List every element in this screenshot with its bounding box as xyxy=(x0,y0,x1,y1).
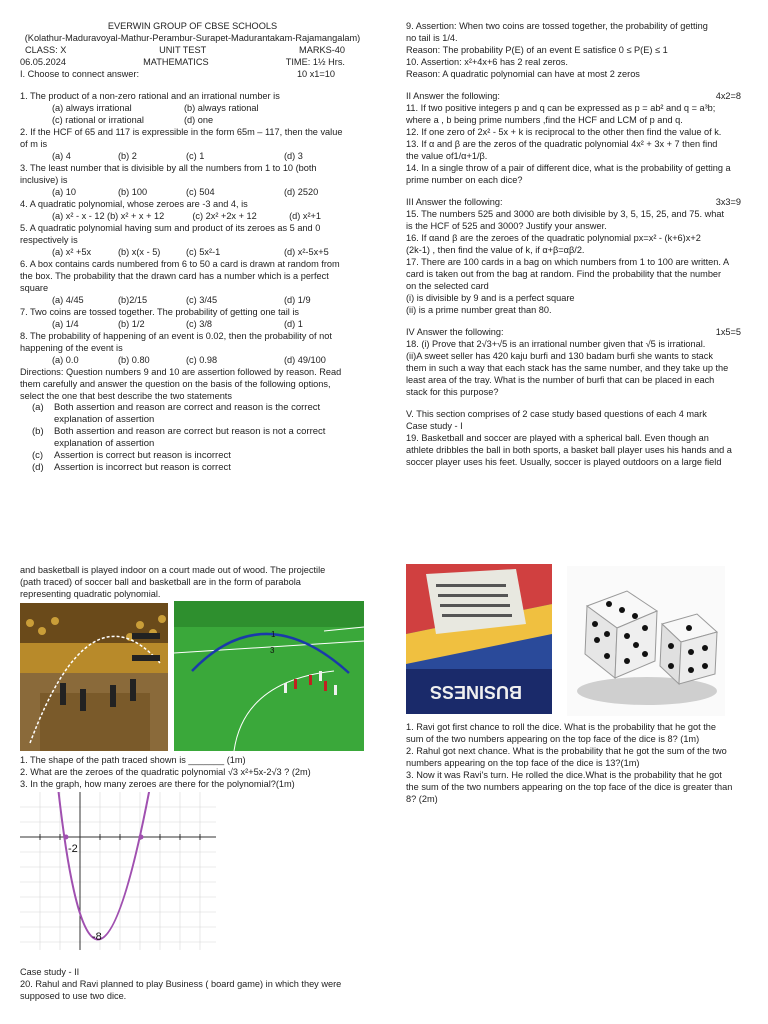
option: (c) rational or irrational xyxy=(52,115,144,125)
section-4-marks: 1x5=5 xyxy=(715,327,741,337)
option: (a) 4/45 xyxy=(52,295,84,305)
basketball-court-photo xyxy=(20,603,168,751)
option: (a) 4 xyxy=(52,151,71,161)
ar-option-text: Assertion is incorrect but reason is correct xyxy=(54,462,231,473)
s5-line: V. This section comprises of 2 case study based questions of each 4 mark xyxy=(406,409,707,419)
school-name: EVERWIN GROUP OF CBSE SCHOOLS xyxy=(107,21,278,31)
mcq-list xyxy=(20,90,365,366)
cs1-q-line: 1. The shape of the path traced shown is _______ (1m) xyxy=(20,755,246,765)
question-5 xyxy=(20,222,365,258)
case-study-2-questions xyxy=(406,721,751,805)
option: (c) 3/45 xyxy=(186,295,218,305)
question-7 xyxy=(20,306,365,330)
ar-option-d xyxy=(20,462,365,474)
s4-line: least area of the tray. What is the number of burfi that can be placed in each xyxy=(406,375,715,385)
question-text: respectively is xyxy=(20,235,78,245)
page-2 xyxy=(406,20,751,468)
s2-line: 13. If α and β are the zeros of the quadratic polynomial 4x² + 3x + 7 then find xyxy=(406,139,718,149)
case-study-1-questions-wrap xyxy=(20,754,370,790)
board-game-title: BUSINESS xyxy=(429,682,522,702)
option: (c) 504 xyxy=(186,187,215,197)
s3-line: (2k-1) , then find the value of k, if α+β=αβ/2. xyxy=(406,245,585,255)
cs2-q-line: 3. Now it was Ravi's turn. He rolled the dice.What is the probability that he got xyxy=(406,770,722,780)
q9-line: 9. Assertion: When two coins are tossed together, the probability of getting xyxy=(406,21,708,31)
option: (b) 0.80 xyxy=(118,355,150,365)
option: (a) always irrational xyxy=(52,103,132,113)
case-study-1-questions xyxy=(20,754,370,790)
option: (a) 1/4 xyxy=(52,319,79,329)
cs2-q-line: 8? (2m) xyxy=(406,794,438,804)
option: (c) 1 xyxy=(186,151,205,161)
question-1 xyxy=(20,90,365,126)
question-text: 4. A quadratic polynomial, whose zeroes are -3 and 4, is xyxy=(20,199,248,209)
option: (b) x(x - 5) xyxy=(118,247,161,257)
question-10 xyxy=(406,56,751,80)
s4-line: stack for this purpose? xyxy=(406,387,499,397)
soccer-field-photo xyxy=(174,601,364,751)
dice-photo xyxy=(567,566,725,716)
page-4 xyxy=(406,721,751,805)
time-label: TIME: 1½ Hrs. xyxy=(285,57,345,67)
ar-option-key: (c) xyxy=(32,450,44,461)
svg-text:1: 1 xyxy=(271,630,276,639)
cs2-q-line: sum of the two numbers appearing on the top face of the dice is 8? (1m) xyxy=(406,734,700,744)
question-2 xyxy=(20,126,365,162)
q10-line: 10. Assertion: x²+4x+6 has 2 real zeros. xyxy=(406,57,568,67)
s3-line: on the selected card xyxy=(406,281,489,291)
s2-line: 14. In a single throw of a pair of different dice, what is the probability of getting a xyxy=(406,163,731,173)
cs1-q-line: 3. In the graph, how many zeroes are there for the polynomial?(1m) xyxy=(20,779,295,789)
question-4 xyxy=(20,198,365,222)
section-1-title: I. Choose to connect answer: xyxy=(20,69,139,79)
section-4-title: IV Answer the following: xyxy=(406,327,504,337)
intro-line: (path traced) of soccer ball and basketball are in the form of parabola xyxy=(20,577,301,587)
s2-line: prime number on each dice? xyxy=(406,175,523,185)
option: (b)2/15 xyxy=(118,295,148,305)
page-3 xyxy=(20,564,370,600)
s4-line: them in such a way that each stack has the same number, and they take up the xyxy=(406,363,729,373)
question-text: 5. A quadratic polynomial having sum and product of its zeroes as 5 and 0 xyxy=(20,223,321,233)
directions xyxy=(20,366,365,402)
subject-label: MATHEMATICS xyxy=(143,57,209,67)
option: (c) 0.98 xyxy=(186,355,218,365)
exam-date: 06.05.2024 xyxy=(20,57,66,67)
s3-line: is the HCF of 525 and 3000? Justify your answer. xyxy=(406,221,607,231)
question-text: happening of the event is xyxy=(20,343,123,353)
graph-label-minus-8: -8 xyxy=(92,931,102,943)
section-3-marks: 3x3=9 xyxy=(715,197,741,207)
s5-line: athlete dribbles the ball in both sports, a basket ball player uses his hands and a xyxy=(406,445,732,455)
cs2-q-line: the sum of the two numbers appearing on the top face of the dice is greater than xyxy=(406,782,733,792)
question-text: 3. The least number that is divisible by all the numbers from 1 to 10 (both xyxy=(20,163,317,173)
option: (d) 1 xyxy=(284,319,303,329)
marks-label: MARKS-40 xyxy=(299,45,345,55)
cs2-q-line: 1. Ravi got first chance to roll the dice. What is the probability that he got the xyxy=(406,722,716,732)
page-1 xyxy=(20,20,365,474)
option: (b) x² + x + 12 xyxy=(107,211,165,221)
directions-line: them carefully and answer the question on the basis of the following options, xyxy=(20,379,331,389)
ar-option-b xyxy=(20,426,365,438)
section-1-marks: 10 x1=10 xyxy=(296,69,335,79)
section-3-title: III Answer the following: xyxy=(406,197,503,207)
option: (d) 49/100 xyxy=(284,355,326,365)
option: (c) 2x² +2x + 12 xyxy=(192,211,257,221)
question-6 xyxy=(20,258,365,306)
question-text: 1. The product of a non-zero rational and an irrational number is xyxy=(20,91,280,101)
section-4-questions xyxy=(406,338,751,398)
question-text: square xyxy=(20,283,49,293)
board-game-photo xyxy=(406,564,552,714)
option: (d) 1/9 xyxy=(284,295,311,305)
option: (b) 1/2 xyxy=(118,319,145,329)
question-text: 2. If the HCF of 65 and 117 is expressible in the form 65m – 117, then the value xyxy=(20,127,343,137)
option: (b) 2 xyxy=(118,151,137,161)
case2-line: Case study - II xyxy=(20,967,80,977)
question-text: 7. Two coins are tossed together. The probability of getting one tail is xyxy=(20,307,300,317)
ar-option-b xyxy=(20,438,365,450)
option: (d) x²+1 xyxy=(289,211,322,221)
question-text: of m is xyxy=(20,139,48,149)
option: (a) 10 xyxy=(52,187,77,197)
case2-line: supposed to use two dice. xyxy=(20,991,127,1001)
ar-option-a xyxy=(20,414,365,426)
q9-line: no tail is 1/4. xyxy=(406,33,458,43)
s2-line: where a , b being prime numbers ,find the HCF and LCM of p and q. xyxy=(406,115,683,125)
graph-label-minus-2: -2 xyxy=(68,843,78,855)
s5-line: Case study - I xyxy=(406,421,463,431)
school-branches: (Kolathur-Maduravoyal-Mathur-Perambur-Surapet-Madurantakam-Rajamangalam) xyxy=(24,33,361,43)
die-right xyxy=(660,614,717,684)
ar-option-text: Both assertion and reason are correct but reason is not a correct xyxy=(54,426,326,437)
ar-option-text: explanation of assertion xyxy=(54,438,155,449)
s5-line: 19. Basketball and soccer are played with a spherical ball. Even though an xyxy=(406,433,709,443)
s3-line: (ii) is a prime number great than 80. xyxy=(406,305,552,315)
ar-option-text: Assertion is correct but reason is incorrect xyxy=(54,450,231,461)
option: (d) one xyxy=(184,115,214,125)
option: (c) 3/8 xyxy=(186,319,213,329)
q9-line: Reason: The probability P(E) of an event E satisfice 0 ≤ P(E) ≤ 1 xyxy=(406,45,668,55)
option: (a) 0.0 xyxy=(52,355,79,365)
option: (c) 5x²-1 xyxy=(186,247,221,257)
option: (d) 3 xyxy=(284,151,303,161)
s3-line: 16. If αand β are the zeroes of the quadratic polynomial px=x² - (k+6)x+2 xyxy=(406,233,701,243)
option: (d) x²-5x+5 xyxy=(284,247,329,257)
s5-line: soccer player uses his feet. Usually, soccer is played outdoors on a large field xyxy=(406,457,722,467)
ar-option-c xyxy=(20,450,365,462)
ar-option-key: (a) xyxy=(32,402,44,413)
case2-line: 20. Rahul and Ravi planned to play Business ( board game) in which they were xyxy=(20,979,342,989)
intro-line: and basketball is played indoor on a court made out of wood. The projectile xyxy=(20,565,326,575)
option: (b) always rational xyxy=(184,103,259,113)
option: (b) 100 xyxy=(118,187,148,197)
s4-line: 18. (i) Prove that 2√3+√5 is an irrational number given that √5 is irrational. xyxy=(406,339,706,349)
section-5-case-study-1 xyxy=(406,408,751,468)
question-3 xyxy=(20,162,365,198)
assertion-reason-options xyxy=(20,402,365,474)
question-text: 8. The probability of happening of an event is 0.02, then the probability of not xyxy=(20,331,332,341)
ar-option-text: explanation of assertion xyxy=(54,414,155,425)
s3-line: 15. The numbers 525 and 3000 are both divisible by 3, 5, 15, 25, and 75. what xyxy=(406,209,725,219)
question-text: the box. The probability that the drawn card has a number which is a perfect xyxy=(20,271,329,281)
case-study-2 xyxy=(20,966,370,1002)
option: (d) 2520 xyxy=(284,187,319,197)
section-2-questions xyxy=(406,102,751,186)
q10-line: Reason: A quadratic polynomial can have at most 2 zeros xyxy=(406,69,640,79)
question-8 xyxy=(20,330,365,366)
question-text: 6. A box contains cards numbered from 6 to 50 a card is drawn at random from xyxy=(20,259,340,269)
question-9 xyxy=(406,20,751,56)
ar-option-key: (d) xyxy=(32,462,44,473)
option: (a) x² - x - 12 xyxy=(52,211,105,221)
section-3-questions xyxy=(406,208,751,316)
section-2-marks: 4x2=8 xyxy=(715,91,741,101)
ar-option-a xyxy=(20,402,365,414)
s3-line: 17. There are 100 cards in a bag on which numbers from 1 to 100 are written. A xyxy=(406,257,730,267)
svg-text:3: 3 xyxy=(270,646,275,655)
question-text: inclusive) is xyxy=(20,175,68,185)
directions-line: select the one that best describe the two statements xyxy=(20,391,232,401)
cs2-q-line: numbers appearing on the top face of the dice is 13?(1m) xyxy=(406,758,640,768)
cs2-q-line: 2. Rahul got next chance. What is the probability that he got the sum of the two xyxy=(406,746,727,756)
case-study-2-wrap xyxy=(20,966,370,1002)
parabola-graph xyxy=(20,792,216,950)
s2-line: 11. If two positive integers p and q can be expressed as p = ab² and q = a³b; xyxy=(406,103,716,113)
ar-option-text: Both assertion and reason are correct and reason is the correct xyxy=(54,402,321,413)
s3-line: card is taken out from the bag at random. Find the probability that the number xyxy=(406,269,722,279)
s4-line: (ii)A sweet seller has 420 kaju burfi and 130 badam burfi she wants to stack xyxy=(406,351,713,361)
s2-line: 12. If one zero of 2x² - 5x + k is reciprocal to the other then find the value of k. xyxy=(406,127,722,137)
section-2-title: II Answer the following: xyxy=(406,91,500,101)
exam-label: UNIT TEST xyxy=(159,45,207,55)
directions-line: Directions: Question numbers 9 and 10 are assertion followed by reason. Read xyxy=(20,367,342,377)
s3-line: (i) is divisible by 9 and is a perfect square xyxy=(406,293,575,303)
cs1-q-line: 2. What are the zeroes of the quadratic polynomial √3 x²+5x-2√3 ? (2m) xyxy=(20,767,311,777)
intro-line: representing quadratic polynomial. xyxy=(20,589,161,599)
s2-line: the value of1/α+1/β. xyxy=(406,151,488,161)
class-label: CLASS: X xyxy=(25,45,67,55)
case-study-1-intro xyxy=(20,564,370,600)
ar-option-key: (b) xyxy=(32,426,44,437)
option: (a) x² +5x xyxy=(52,247,92,257)
